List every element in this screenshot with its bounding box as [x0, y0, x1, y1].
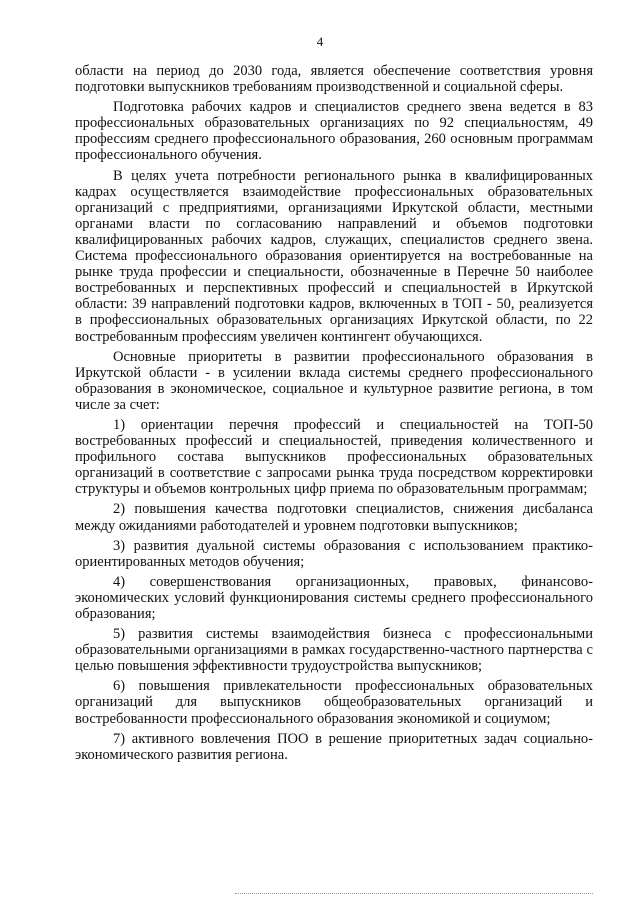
- paragraph-training-overview: Подготовка рабочих кадров и специалистов среднего звена ведется в 83 профессиональных образовательных организациях по 92 специальностям, 49 профессиям среднего профессионального образования, 260 основным программам профессионального обучения.: [75, 99, 593, 164]
- paragraph-priorities-intro: Основные приоритеты в развитии профессионального образования в Иркутской области - в усилении вклада системы среднего профессионального образования в экономическое, социальное и культурное развитие региона, в том числе за счет:: [75, 348, 593, 413]
- page-bottom-divider: [235, 893, 593, 894]
- list-item-7: 7) активного вовлечения ПОО в решение приоритетных задач социально-экономического развития региона.: [75, 730, 593, 763]
- list-item-4: 4) совершенствования организационных, правовых, финансово-экономических условий функционирования системы среднего профессионального образования;: [75, 573, 593, 622]
- list-item-1: 1) ориентации перечня профессий и специальностей на ТОП-50 востребованных профессий и специальностей, приведения количественного и профильного состава выпускников профессиональных образовательных организаций в соответствие с запросами рынка труда посредством корректировки структуры и объемов контрольных цифр приема по образовательным программам;: [75, 416, 593, 498]
- paragraph-continuation: области на период до 2030 года, является обеспечение соответствия уровня подготовки выпускников требованиям производственной и социальной сферы.: [75, 63, 593, 96]
- paragraph-labor-market: В целях учета потребности регионального рынка в квалифицированных кадрах осуществляется взаимодействие профессиональных образовательных организаций с предприятиями, организациями Иркутской области, местными органами власти по согласованию направлений и объемов подготовки квалифицированных рабочих кадров, служащих, специалистов среднего звена. Система профессионального образования ориентируется на востребованные на рынке труда профессии и специальности, обозначенные в Перечне 50 наиболее востребованных и перспективных профессий и специальностей в Иркутской области: 39 направлений подготовки кадров, включенных в ТОП - 50, реализуется в профессиональных образовательных организациях Иркутской области, по 22 востребованным профессиям увеличен контингент обучающихся.: [75, 167, 593, 345]
- list-item-2: 2) повышения качества подготовки специалистов, снижения дисбаланса между ожиданиями работодателей и уровнем подготовки выпускников;: [75, 501, 593, 534]
- page-number: 4: [316, 34, 324, 49]
- list-item-3: 3) развития дуальной системы образования с использованием практико-ориентированных методов обучения;: [75, 537, 593, 570]
- document-body: [75, 63, 593, 767]
- list-item-5: 5) развития системы взаимодействия бизнеса с профессиональными образовательными организациями в рамках государственно-частного партнерства с целью повышения эффективности трудоустройства выпускников;: [75, 626, 593, 675]
- list-item-6: 6) повышения привлекательности профессиональных образовательных организаций для выпускников общеобразовательных организаций и востребованности профессионального образования экономикой и социумом;: [75, 678, 593, 727]
